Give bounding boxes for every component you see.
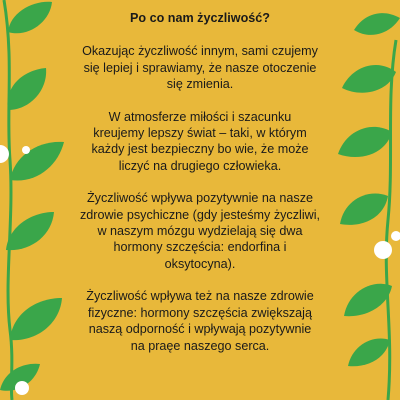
text-line: fizyczne: hormony szczęścia zwiększają bbox=[88, 305, 312, 320]
paragraph bbox=[62, 288, 338, 354]
text-line: na praęe naszego serca. bbox=[130, 338, 270, 353]
leaf-icon bbox=[340, 194, 388, 225]
paragraph bbox=[62, 109, 338, 175]
leaf-icon bbox=[342, 65, 396, 93]
text-line: naszą odporność i wpływają pozytywnie bbox=[88, 322, 312, 337]
leaf-icon bbox=[344, 284, 392, 316]
leaf-icon bbox=[7, 68, 46, 110]
page-title: Po co nam życzliwość? bbox=[130, 11, 270, 25]
leaf-icon bbox=[10, 298, 62, 340]
text-line: liczyć na drugiego człowieka. bbox=[118, 158, 282, 173]
leaf-icon bbox=[6, 212, 54, 250]
leaf-icon bbox=[8, 2, 52, 33]
text-line: Życzliwość wpływa pozytywnie na nasze bbox=[86, 191, 314, 206]
text-line: kreujemy lepszy świat – taki, w którym bbox=[93, 126, 307, 141]
text-line: Okazując życzliwość innym, sami czujemy bbox=[82, 44, 318, 59]
paragraph bbox=[62, 43, 338, 92]
text-line: zdrowie psychiczne (gdy jesteśmy życzliwi, bbox=[79, 207, 321, 222]
text-line: się lepiej i sprawiamy, że nasze otoczenie bbox=[83, 60, 317, 75]
article bbox=[62, 0, 338, 370]
text-line: się zmienia. bbox=[166, 77, 234, 92]
paragraph bbox=[62, 190, 338, 272]
flower-icon bbox=[15, 381, 29, 395]
flower-icon bbox=[0, 145, 9, 163]
leaf-icon bbox=[354, 13, 400, 35]
leaf-icon bbox=[10, 142, 64, 181]
flower-icon bbox=[391, 231, 400, 241]
text-line: hormony szczęścia: endorfina i bbox=[113, 240, 287, 255]
text-line: Życzliwość wpływa też na nasze zdrowie bbox=[86, 289, 314, 304]
flower-icon bbox=[374, 241, 392, 259]
flower-icon bbox=[22, 146, 30, 154]
text-line: W atmosferze miłości i szacunku bbox=[108, 109, 292, 124]
text-line: każdy jest bezpieczny bo wie, że może bbox=[91, 142, 309, 157]
text-line: w naszym mózgu wydzielają się dwa bbox=[97, 224, 303, 239]
leaf-icon bbox=[348, 338, 390, 366]
leaf-icon bbox=[338, 127, 392, 157]
text-line: oksytocyna). bbox=[164, 256, 236, 271]
